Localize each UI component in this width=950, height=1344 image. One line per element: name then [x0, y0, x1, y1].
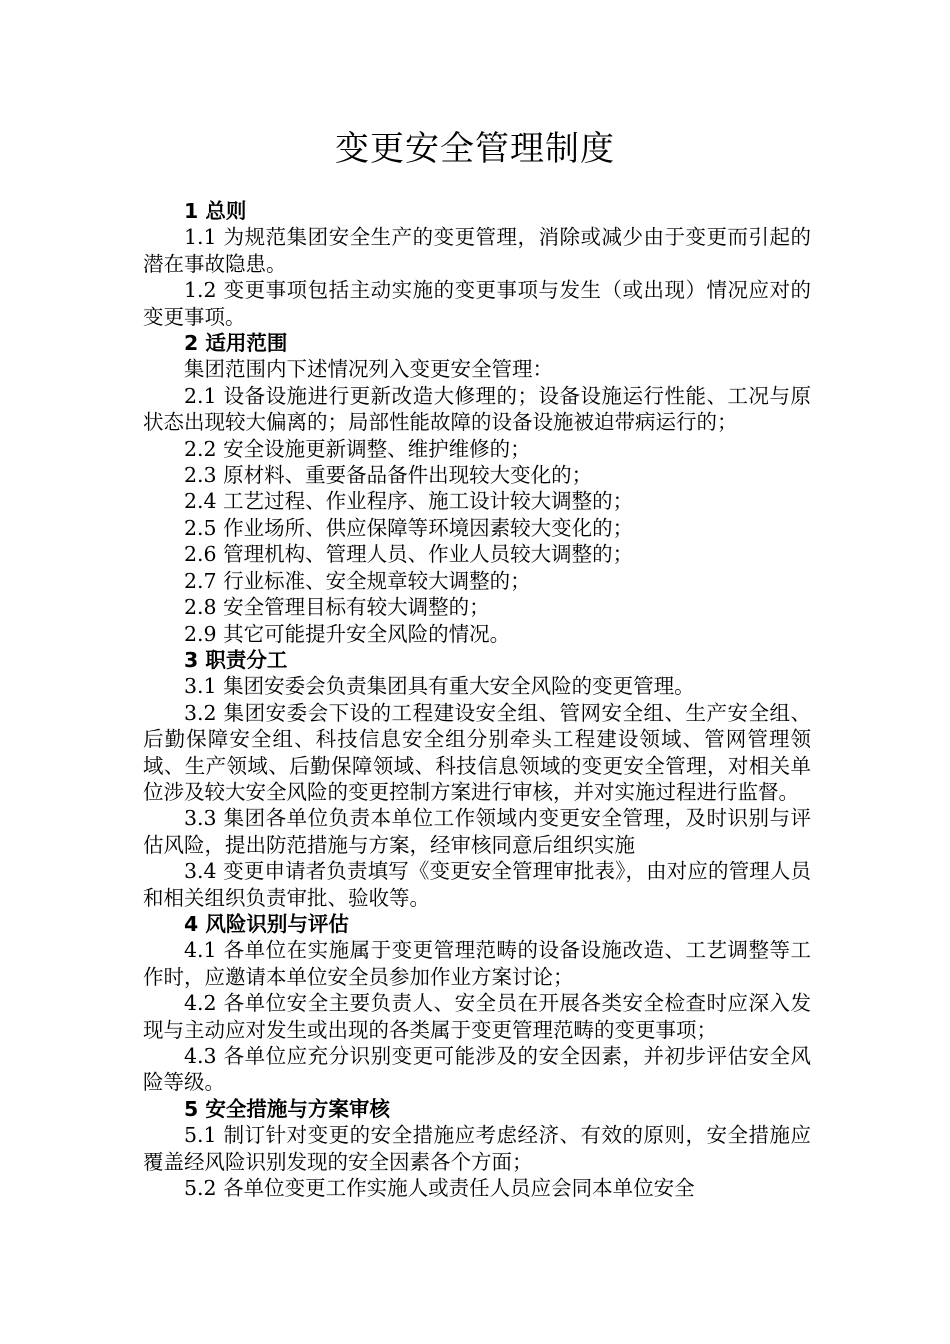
paragraph-1-2: 1.2 变更事项包括主动实施的变更事项与发生（或出现）情况应对的变更事项。: [143, 278, 811, 329]
paragraph-4-3: 4.3 各单位应充分识别变更可能涉及的安全因素，并初步评估安全风险等级。: [143, 1044, 811, 1095]
section-heading-3: 3 职责分工: [184, 647, 288, 672]
section-heading-2: 2 适用范围: [184, 331, 288, 356]
paragraph-2-intro: 集团范围内下述情况列入变更安全管理：: [184, 357, 553, 382]
paragraph-3-4: 3.4 变更申请者负责填写《变更安全管理审批表》，由对应的管理人员和相关组织负责审批、验收等。: [143, 859, 811, 910]
document-title: 变更安全管理制度: [335, 129, 615, 169]
paragraph-2-6: 2.6 管理机构、管理人员、作业人员较大调整的；: [184, 542, 634, 567]
paragraph-5-2: 5.2 各单位变更工作实施人或责任人员应会同本单位安全: [184, 1176, 695, 1201]
section-heading-5: 5 安全措施与方案审核: [184, 1096, 390, 1121]
paragraph-2-4: 2.4 工艺过程、作业程序、施工设计较大调整的；: [184, 489, 634, 514]
paragraph-2-1: 2.1 设备设施进行更新改造大修理的；设备设施运行性能、工况与原状态出现较大偏离的；局部性能故障的设备设施被迫带病运行的；: [143, 383, 811, 435]
paragraph-3-3: 3.3 集团各单位负责本单位工作领域内变更安全管理，及时识别与评估风险，提出防范措施与方案，经审核同意后组织实施: [143, 806, 811, 857]
section-heading-4: 4 风险识别与评估: [184, 911, 349, 936]
paragraph-4-2: 4.2 各单位安全主要负责人、安全员在开展各类安全检查时应深入发现与主动应对发生或出现的各类属于变更管理范畴的变更事项；: [143, 991, 811, 1042]
paragraph-3-2: 3.2 集团安委会下设的工程建设安全组、管网安全组、生产安全组、后勤保障安全组、科技信息安全组分别牵头工程建设领域、管网管理领域、生产领域、后勤保障领域、科技信息领域的变更安全管理，对相关单位涉及较大安全风险的变更控制方案进行审核，并对实施过程进行监督。: [143, 700, 811, 804]
paragraph-2-2: 2.2 安全设施更新调整、维护维修的；: [184, 436, 531, 461]
paragraph-2-7: 2.7 行业标准、安全规章较大调整的；: [184, 568, 531, 593]
paragraph-2-5: 2.5 作业场所、供应保障等环境因素较大变化的；: [184, 515, 634, 540]
paragraph-4-1: 4.1 各单位在实施属于变更管理范畴的设备设施改造、工艺调整等工作时，应邀请本单位安全员参加作业方案讨论；: [143, 938, 811, 989]
paragraph-2-8: 2.8 安全管理目标有较大调整的；: [184, 595, 490, 620]
paragraph-3-1: 3.1 集团安委会负责集团具有重大安全风险的变更管理。: [184, 674, 695, 699]
paragraph-5-1: 5.1 制订针对变更的安全措施应考虑经济、有效的原则，安全措施应覆盖经风险识别发现的安全因素各个方面；: [143, 1123, 811, 1174]
document-body: [143, 198, 811, 1201]
paragraph-2-9: 2.9 其它可能提升安全风险的情况。: [184, 621, 511, 646]
section-heading-1: 1 总则: [184, 199, 247, 223]
paragraph-1-1: 1.1 为规范集团安全生产的变更管理，消除或减少由于变更而引起的潜在事故隐患。: [143, 225, 811, 276]
paragraph-2-3: 2.3 原材料、重要备品备件出现较大变化的；: [184, 463, 593, 488]
